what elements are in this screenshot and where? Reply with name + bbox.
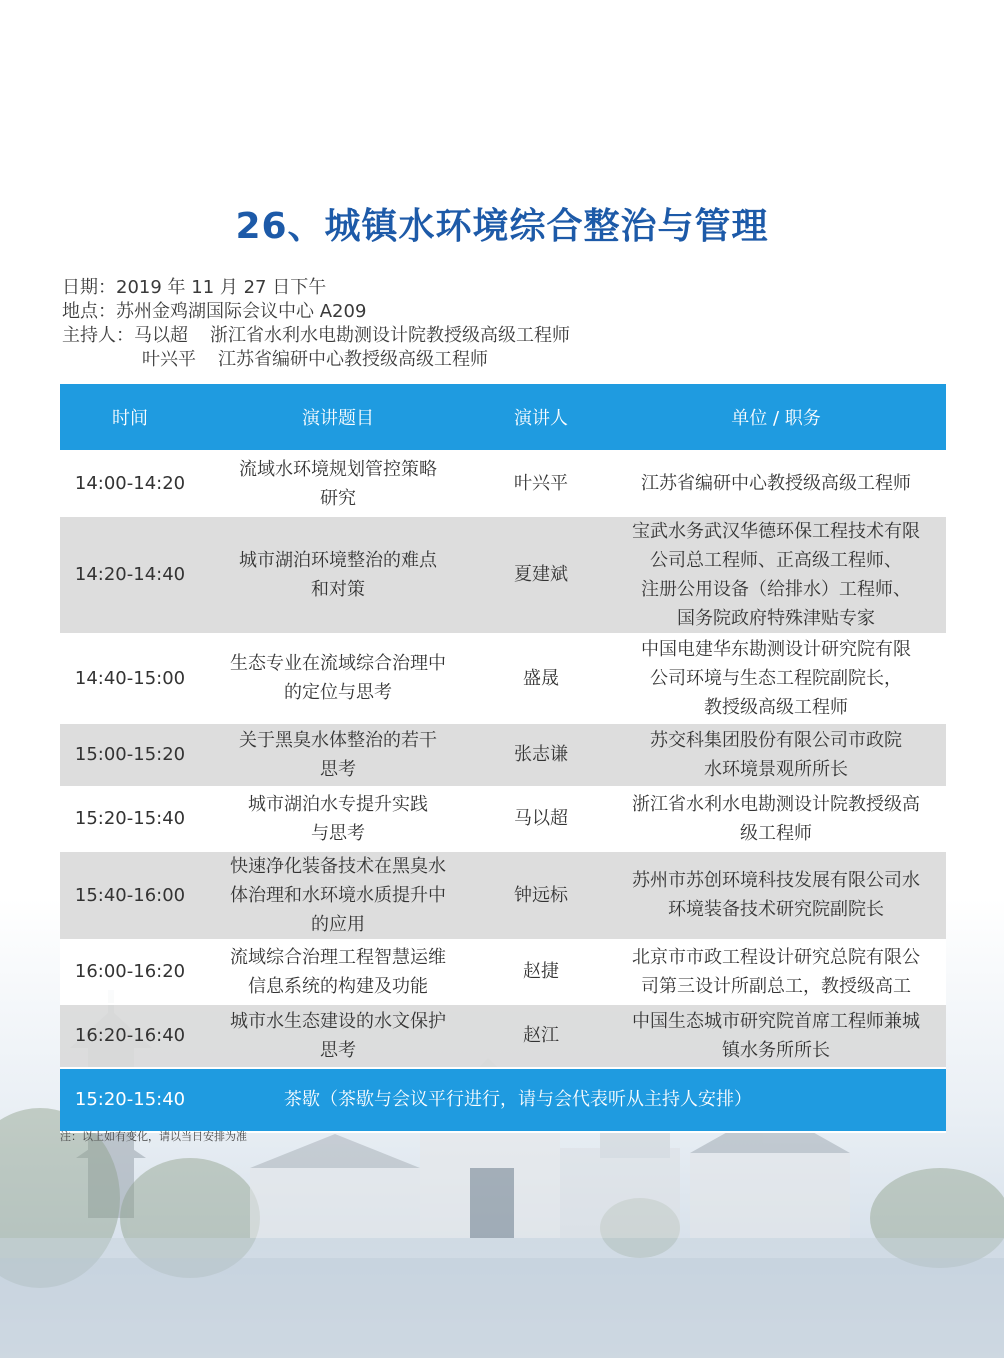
row-unit	[606, 634, 946, 723]
unit-line: 宝武水务武汉华德环保工程技术有限	[632, 520, 920, 542]
session-info	[62, 276, 570, 372]
topic-line: 信息系统的构建及功能	[248, 975, 428, 997]
row-topic	[200, 634, 476, 723]
row-topic	[200, 1004, 476, 1068]
table-row	[60, 452, 946, 516]
unit-line: 浙江省水利水电勘测设计院教授级高	[632, 793, 920, 815]
host2-name: 叶兴平	[142, 349, 196, 370]
row-time: 14:20-14:40	[60, 516, 200, 634]
row-speaker: 马以超	[476, 787, 606, 851]
row-time: 14:00-14:20	[60, 452, 200, 516]
row-unit	[606, 851, 946, 940]
unit-line: 苏州市苏创环境科技发展有限公司水	[632, 870, 920, 891]
unit-line: 中国生态城市研究院首席工程师兼城	[632, 1010, 920, 1032]
page-title: 26、城镇水环境综合整治与管理	[235, 206, 769, 247]
topic-line: 生态专业在流域综合治理中	[230, 653, 446, 674]
host2-role: 江苏省编研中心教授级高级工程师	[218, 349, 488, 370]
row-time: 15:20-15:40	[60, 787, 200, 851]
break-time: 15:20-15:40	[60, 1068, 200, 1132]
topic-line: 思考	[320, 758, 356, 780]
unit-line: 环境装备技术研究院副院长	[668, 899, 884, 920]
unit-line: 北京市市政工程设计研究总院有限公	[632, 946, 920, 968]
topic-line: 城市湖泊水专提升实践	[248, 793, 428, 815]
unit-line: 江苏省编研中心教授级高级工程师	[641, 473, 911, 495]
row-time: 15:40-16:00	[60, 851, 200, 940]
row-speaker: 夏建斌	[476, 516, 606, 634]
table-header-row	[60, 384, 946, 452]
table-row	[60, 940, 946, 1004]
table-row	[60, 1004, 946, 1068]
row-topic	[200, 787, 476, 851]
row-topic	[200, 851, 476, 940]
row-time: 14:40-15:00	[60, 634, 200, 723]
row-time: 16:00-16:20	[60, 940, 200, 1004]
topic-line: 与思考	[311, 822, 365, 844]
host1-label: 主持人：马以超	[62, 325, 188, 346]
topic-line: 城市水生态建设的水文保护	[230, 1010, 446, 1032]
table-row	[60, 787, 946, 851]
host1-role: 浙江省水利水电勘测设计院教授级高级工程师	[210, 325, 570, 346]
unit-line: 水环境景观所所长	[704, 758, 848, 780]
row-unit	[606, 940, 946, 1004]
row-unit	[606, 516, 946, 634]
session-date: 日期：2019 年 11 月 27 日下午	[62, 277, 327, 298]
topic-line: 城市湖泊环境整治的难点	[239, 549, 437, 571]
row-topic	[200, 516, 476, 634]
row-speaker: 盛晟	[476, 634, 606, 723]
row-unit	[606, 452, 946, 516]
row-time: 16:20-16:40	[60, 1004, 200, 1068]
topic-line: 研究	[320, 487, 356, 509]
table-row	[60, 723, 946, 787]
topic-line: 和对策	[311, 578, 365, 600]
schedule-table	[60, 384, 946, 1133]
footnote: 注：以上如有变化，请以当日安排为准	[60, 1130, 247, 1143]
unit-line: 公司环境与生态工程院副院长，	[650, 667, 902, 689]
topic-line: 流域水环境规划管控策略	[239, 458, 437, 480]
unit-line: 国务院政府特殊津贴专家	[677, 607, 875, 629]
unit-line: 镇水务所所长	[722, 1039, 830, 1061]
unit-line: 司第三设计所副总工，教授级高工	[641, 975, 911, 997]
row-time: 15:00-15:20	[60, 723, 200, 787]
unit-line: 教授级高级工程师	[704, 696, 848, 718]
header-topic: 演讲题目	[200, 384, 476, 452]
table-row	[60, 634, 946, 723]
topic-line: 关于黑臭水体整治的若干	[239, 729, 437, 751]
header-time: 时间	[60, 384, 200, 452]
unit-line: 注册公用设备（给排水）工程师、	[641, 578, 911, 600]
session-host-2	[62, 348, 570, 372]
unit-line: 苏交科集团股份有限公司市政院	[650, 729, 902, 751]
row-speaker: 叶兴平	[476, 452, 606, 516]
session-host-1	[62, 324, 570, 348]
row-unit	[606, 787, 946, 851]
table-row	[60, 516, 946, 634]
header-speaker: 演讲人	[476, 384, 606, 452]
topic-line: 快速净化装备技术在黑臭水	[230, 855, 446, 877]
topic-line: 的应用	[311, 913, 365, 935]
row-speaker: 赵江	[476, 1004, 606, 1068]
unit-line: 公司总工程师、正高级工程师、	[650, 549, 902, 571]
unit-line: 中国电建华东勘测设计研究院有限	[641, 638, 911, 660]
topic-line: 体治理和水环境水质提升中	[230, 884, 446, 906]
session-location: 地点：苏州金鸡湖国际会议中心 A209	[62, 301, 367, 322]
unit-line: 级工程师	[740, 822, 812, 844]
row-topic	[200, 723, 476, 787]
row-speaker: 张志谦	[476, 723, 606, 787]
topic-line: 的定位与思考	[284, 682, 392, 703]
row-unit	[606, 723, 946, 787]
row-speaker: 赵捷	[476, 940, 606, 1004]
tea-break-row	[60, 1068, 946, 1132]
row-speaker: 钟远标	[476, 851, 606, 940]
topic-line: 思考	[320, 1039, 356, 1061]
table-row	[60, 851, 946, 940]
topic-line: 流域综合治理工程智慧运维	[230, 946, 446, 968]
row-unit	[606, 1004, 946, 1068]
header-unit: 单位 / 职务	[606, 384, 946, 452]
row-topic	[200, 940, 476, 1004]
break-text: 茶歇（茶歇与会议平行进行，请与会代表听从主持人安排）	[200, 1068, 946, 1132]
row-topic	[200, 452, 476, 516]
